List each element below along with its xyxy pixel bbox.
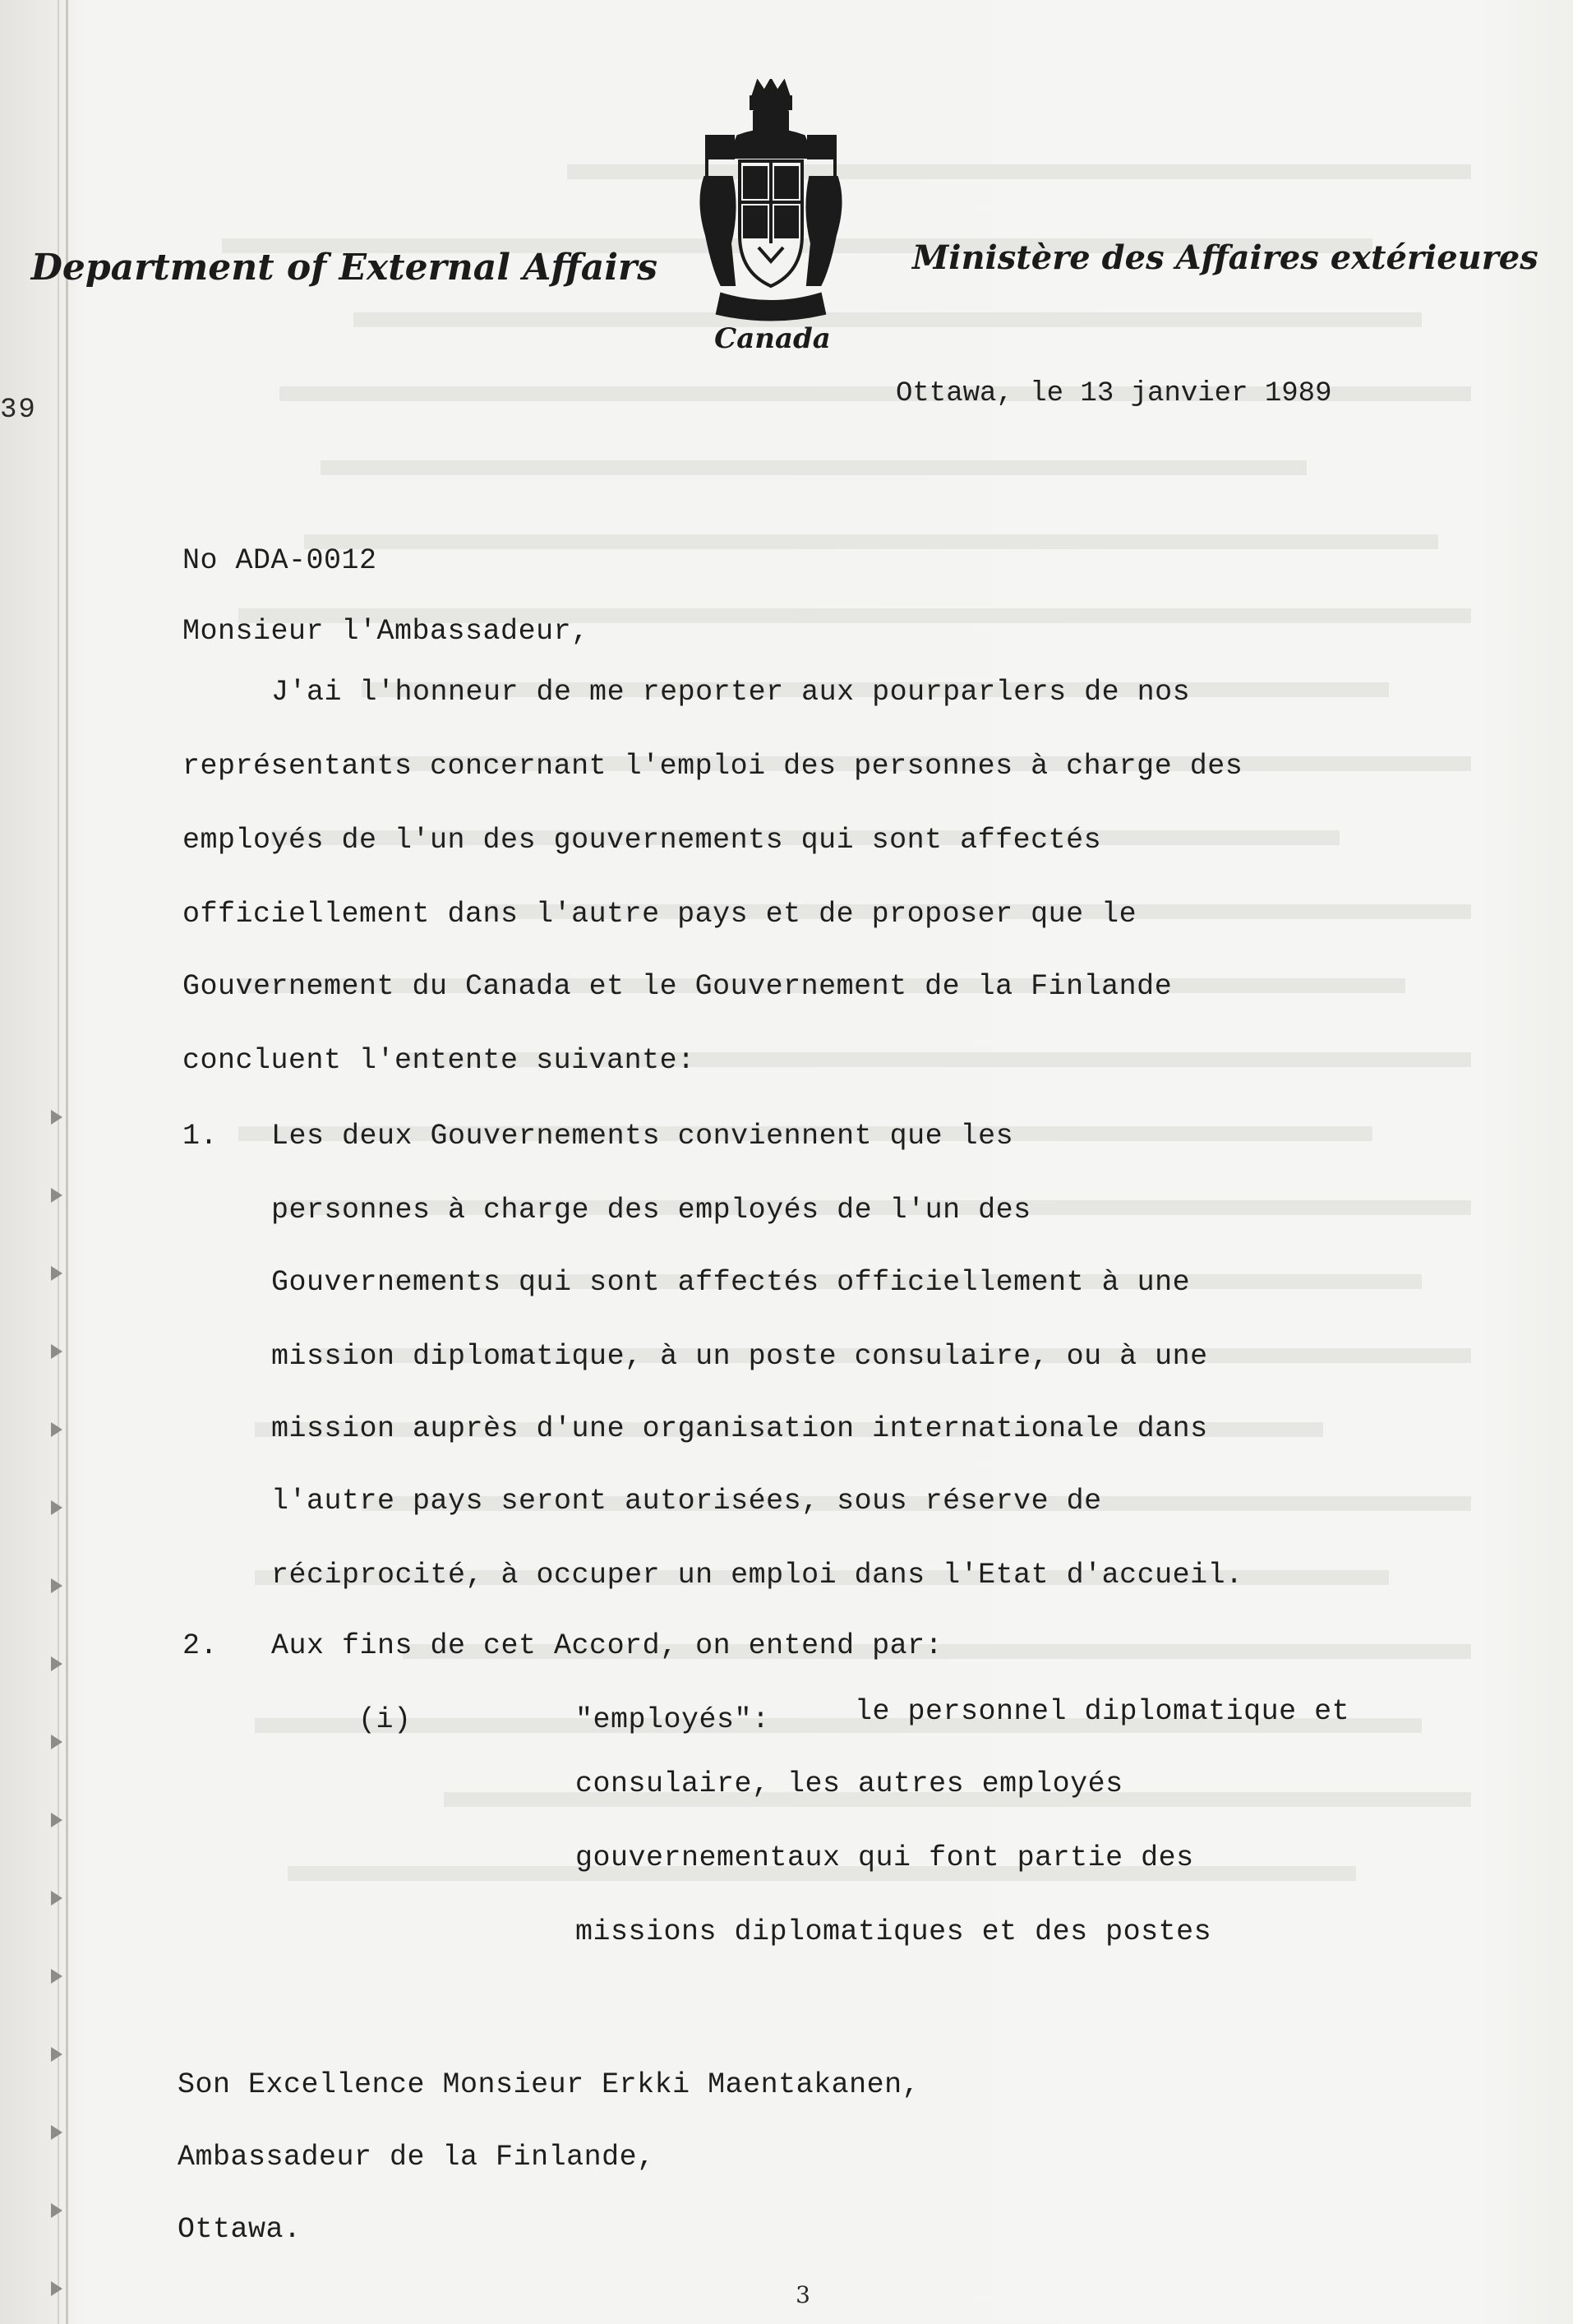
binding-stitch-icon	[51, 1188, 62, 1203]
body-line: officiellement dans l'autre pays et de proposer que le	[182, 898, 1137, 931]
binding-stitch-icon	[51, 1656, 62, 1671]
body-line: employés de l'un des gouvernements qui sont affectés	[182, 824, 1102, 857]
binding-edge	[0, 0, 76, 2324]
department-name-english: Department of External Affairs	[30, 247, 657, 289]
sub-clause-number: (i)	[358, 1703, 412, 1736]
definition-line: le personnel diplomatique et	[855, 1695, 1350, 1728]
margin-number: 39	[0, 395, 37, 426]
definition-line: gouvernementaux qui font partie des	[575, 1841, 1194, 1874]
body-line: représentants concernant l'emploi des personnes à charge des	[182, 750, 1243, 783]
defined-term: "employés":	[575, 1703, 770, 1736]
country-name: Canada	[714, 322, 831, 355]
binding-stitch-icon	[51, 1266, 62, 1281]
page-number: 3	[796, 2281, 810, 2308]
reference-number: No ADA-0012	[182, 544, 377, 577]
dateline: Ottawa, le 13 janvier 1989	[896, 378, 1332, 409]
clause-number: 1.	[182, 1120, 219, 1153]
clause-line: mission diplomatique, à un poste consulaire, ou à une	[271, 1340, 1208, 1373]
clause-line: Gouvernements qui sont affectés officiellement à une	[271, 1266, 1191, 1299]
body-line: concluent l'entente suivante:	[182, 1044, 695, 1077]
addressee-line: Ottawa.	[178, 2213, 302, 2246]
binding-stitch-icon	[51, 2203, 62, 2218]
salutation: Monsieur l'Ambassadeur,	[182, 615, 589, 648]
binding-stitch-icon	[51, 1422, 62, 1437]
definition-line: consulaire, les autres employés	[575, 1767, 1123, 1800]
clause-number: 2.	[182, 1629, 219, 1662]
canadian-coat-of-arms-icon	[689, 79, 853, 326]
definition-line: missions diplomatiques et des postes	[575, 1915, 1212, 1948]
binding-stitch-icon	[51, 2281, 62, 2296]
binding-line	[66, 0, 68, 2324]
clause-line: réciprocité, à occuper un emploi dans l'Etat d'accueil.	[271, 1559, 1243, 1592]
binding-stitch-icon	[51, 2047, 62, 2062]
body-line: Gouvernement du Canada et le Gouvernement de la Finlande	[182, 970, 1173, 1003]
body-line: J'ai l'honneur de me reporter aux pourparlers de nos	[271, 676, 1191, 709]
clause-line: Les deux Gouvernements conviennent que les	[271, 1120, 1014, 1153]
clause-line: mission auprès d'une organisation internationale dans	[271, 1412, 1208, 1445]
binding-stitch-icon	[51, 1891, 62, 1906]
binding-stitch-icon	[51, 1813, 62, 1827]
clause-line: l'autre pays seront autorisées, sous réserve de	[271, 1485, 1102, 1518]
clause-line: personnes à charge des employés de l'un des	[271, 1194, 1031, 1227]
addressee-line: Ambassadeur de la Finlande,	[178, 2141, 655, 2174]
binding-stitch-icon	[51, 1500, 62, 1515]
binding-stitch-icon	[51, 2125, 62, 2140]
binding-stitch-icon	[51, 1969, 62, 1984]
addressee-line: Son Excellence Monsieur Erkki Maentakanen,	[178, 2068, 920, 2101]
binding-stitch-icon	[51, 1578, 62, 1593]
binding-stitch-icon	[51, 1344, 62, 1359]
binding-stitch-icon	[51, 1735, 62, 1749]
clause-intro: Aux fins de cet Accord, on entend par:	[271, 1629, 943, 1662]
department-name-french: Ministère des Affaires extérieures	[912, 238, 1538, 277]
binding-stitch-icon	[51, 1110, 62, 1125]
